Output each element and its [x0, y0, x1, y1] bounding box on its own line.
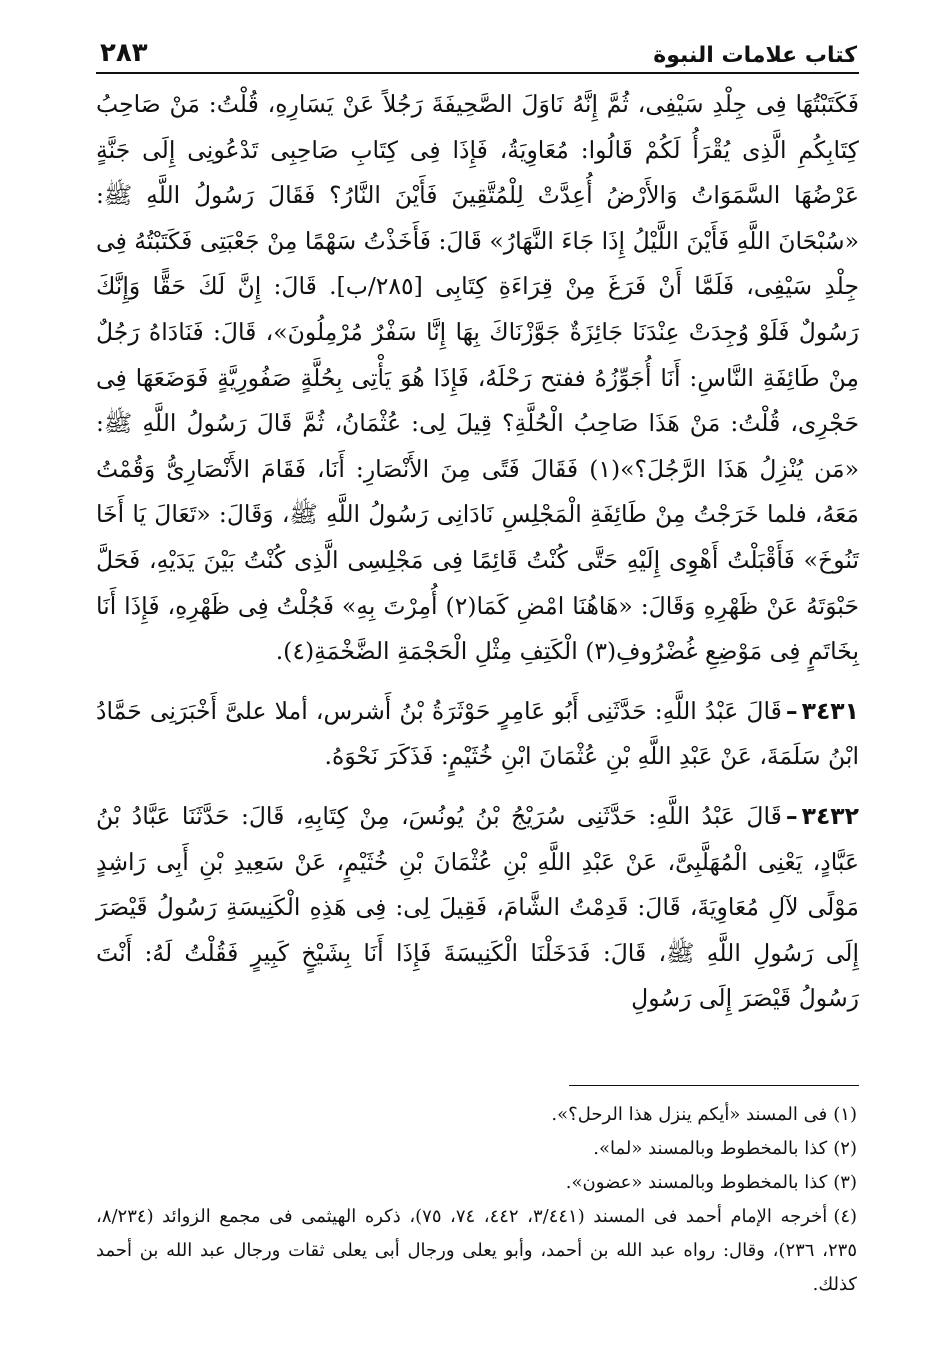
page-header [100, 22, 857, 68]
hadith-number [782, 697, 859, 725]
footnote-separator [569, 1085, 859, 1086]
footnote-number: (٢) [833, 1138, 857, 1159]
main-text [96, 82, 859, 1022]
hadith-number-value: ٣٤٣٢ [801, 801, 859, 830]
footnote-text: كذا بالمخطوط وبالمسند «عضون». [565, 1172, 828, 1193]
footnote-number: (٤) [833, 1206, 858, 1227]
footnote-2 [96, 1132, 857, 1166]
hadith-dash: – [785, 801, 798, 830]
footnote-1 [96, 1098, 857, 1132]
footnote-text: كذا بالمخطوط وبالمسند «لما». [593, 1138, 828, 1159]
footnote-text: فى المسند «أيكم ينزل هذا الرحل؟». [551, 1104, 828, 1125]
footnote-3 [96, 1166, 857, 1200]
footnote-number: (٣) [833, 1172, 857, 1193]
hadith-3432 [96, 794, 859, 1022]
header-rule [96, 72, 859, 74]
hadith-text: قَالَ عَبْدُ اللَّهِ: حَدَّثَنِى أَبُو عَامِرٍ حَوْثَرَةُ بْنُ أَشرس، أملا علىَّ أَخْبَرَنِى حَمَّادُ ابْنُ سَلَمَةَ، عَنْ عَبْدِ اللَّهِ بْنِ عُثْمَانَ ابْنِ خُثَيْمٍ: فَذَكَرَ نَحْوَهُ. [96, 696, 859, 771]
footnotes [96, 1098, 857, 1302]
page-number: ٢٨٣ [100, 38, 148, 68]
footnote-4 [96, 1200, 857, 1302]
footnote-text: أخرجه الإمام أحمد فى المسند (٣/٤٤١، ٤٤٢، ٧٤، ٧٥)، ذكره الهيثمى فى مجمع الزوائد (٨/٢٣٤، ٢٣٥، ٢٣٦)، وقال: رواه عبد الله بن أحمد، وأبو يعلى ورجال أبى يعلى ثقات ورجال عبد الله بن أحمد كذلك. [96, 1206, 857, 1295]
hadith-number-value: ٣٤٣١ [801, 696, 859, 725]
hadith-text: قَالَ عَبْدُ اللَّهِ: حَدَّثَنِى سُرَيْجُ بْنُ يُونُسَ، مِنْ كِتَابِهِ، قَالَ: حَدَّثَنَا عَبَّادُ بْنُ عَبَّادٍ، يَعْنِى الْمُهَلَّبِىَّ، عَنْ عَبْدِ اللَّهِ بْنِ عُثْمَانَ بْنِ خُثَيْمٍ، عَنْ سَعِيدِ بْنِ أَبِى رَاشِدٍ مَوْلًى لآلِ مُعَاوِيَةَ، قَالَ: قَدِمْتُ الشَّامَ، فَقِيلَ لِى: فِى هَذِهِ الْكَنِيسَةِ رَسُولُ قَيْصَرَ إِلَى رَسُولِ اللَّهِ ﷺ، قَالَ: فَدَخَلْنَا الْكَنِيسَةَ فَإِذَا أَنَا بِشَيْخٍ كَبِيرٍ فَقُلْتُ لَهُ: أَنْتَ رَسُولُ قَيْصَرَ إِلَى رَسُولِ [96, 801, 859, 1013]
footnote-number: (١) [833, 1104, 857, 1125]
hadith-3431 [96, 689, 859, 780]
hadith-number [782, 802, 859, 830]
continued-hadith-paragraph: فَكَتَبْتُهَا فِى جِلْدِ سَيْفِى، ثُمَّ إِنَّهُ نَاوَلَ الصَّحِيفَةَ رَجُلاً عَنْ يَسَارِهِ، قُلْتُ: مَنْ صَاحِبُ كِتَابِكُمِ الَّذِى يُقْرَأُ لَكُمْ قَالُوا: مُعَاوِيَةُ، فَإِذَا فِى كِتَابِ صَاحِبِى تَدْعُونِى إِلَى جَنَّةٍ عَرْضُهَا السَّمَوَاتُ وَالأَرْضُ أُعِدَّتْ لِلْمُتَّقِينَ فَأَيْنَ النَّارُ؟ فَقَالَ رَسُولُ اللَّهِ ﷺ: «سُبْحَانَ اللَّهِ فَأَيْنَ اللَّيْلُ إِذَا جَاءَ النَّهَارُ» قَالَ: فَأَخَذْتُ سَهْمًا مِنْ جَعْبَتِى فَكَتَبْتُهُ فِى جِلْدِ سَيْفِى، فَلَمَّا أَنْ فَرَغَ مِنْ قِرَاءَةِ كِتَابِى [٢٨٥/ب]. قَالَ: إِنَّ لَكَ حَقًّا وَإِنَّكَ رَسُولٌ فَلَوْ وُجِدَتْ عِنْدَنَا جَائِزَةٌ جَوَّزْنَاكَ بِهَا إِنَّا سَفْرٌ مُرْمِلُونَ»، قَالَ: فَنَادَاهُ رَجُلٌ مِنْ طَائِفَةِ النَّاسِ: أَنَا أُجَوِّزُهُ ففتح رَحْلَهُ، فَإِذَا هُوَ يَأْتِى بِحُلَّةٍ صَفُورِيَّةٍ فَوَضَعَهَا فِى حَجْرِى، قُلْتُ: مَنْ هَذَا صَاحِبُ الْحُلَّةِ؟ قِيلَ لِى: عُثْمَانُ، ثُمَّ قَالَ رَسُولُ اللَّهِ ﷺ: «مَن يُنْزِلُ هَذَا الرَّجُلَ؟»(١) فَقَالَ فَتًى مِنَ الأَنْصَارِ: أَنَا، فَقَامَ الأَنْصَارِىُّ وَقُمْتُ مَعَهُ، فلما خَرَجْتُ مِنْ طَائِفَةِ الْمَجْلِسِ نَادَانِى رَسُولُ اللَّهِ ﷺ، وَقَالَ: «تَعَالَ يَا أَخَا تَنُوخَ» فَأَقْبَلْتُ أَهْوِى إِلَيْهِ حَتَّى كُنْتُ قَائِمًا فِى مَجْلِسِى الَّذِى كُنْتُ بَيْنَ يَدَيْهِ، فَحَلَّ حَبْوَتَهُ عَنْ ظَهْرِهِ وَقَالَ: «هَاهُنَا امْضِ كَمَا(٢) أُمِرْتَ بِهِ» فَجُلْتُ فِى ظَهْرِهِ، فَإِذَا أَنَا بِخَاتَمٍ فِى مَوْضِعِ غُضْرُوفِ(٣) الْكَتِفِ مِثْلِ الْحَجْمَةِ الضَّخْمَةِ(٤). [96, 90, 860, 666]
hadith-dash: – [785, 696, 798, 725]
book-title: كتاب علامات النبوة [653, 43, 857, 68]
